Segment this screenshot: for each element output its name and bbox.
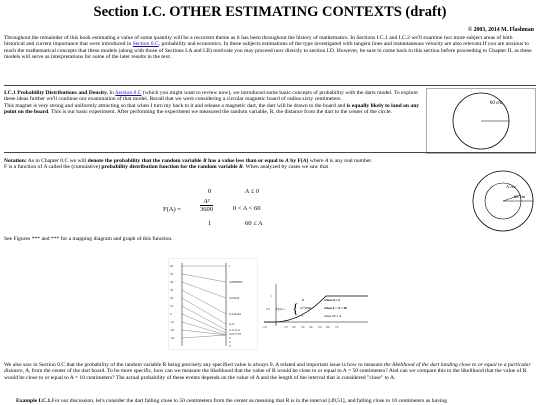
notation-bold: denote the probability that the random variable: [87, 158, 203, 164]
left-tick-2: 40: [170, 280, 174, 284]
graph-c3-cond: when 60 ≤ A: [324, 314, 342, 318]
graph-eq-lhs: F(A) =: [276, 307, 286, 311]
section1-text-2: This magnet is very strong and uniformly attracting so that when I turn my back to it and release a magnetic dart, the dart will be drawn to the board and: [4, 102, 347, 109]
left-tick-8: -20: [170, 328, 175, 332]
notation-bold-b: has a value less than or equal to: [206, 158, 286, 164]
var-r: R: [202, 158, 207, 164]
graph-c2-cond: when 0 < A < 60: [324, 306, 347, 310]
fraction-numerator: A²: [200, 198, 213, 206]
x-tick-2: 20: [292, 325, 296, 329]
notation-label: Notation:: [4, 158, 27, 164]
inner-radius-label: A cm: [506, 184, 516, 189]
function-graph: [262, 280, 370, 332]
page-title: Section I.C. OTHER ESTIMATING CONTEXTS (draft): [93, 4, 447, 20]
var-a-2: A: [302, 158, 307, 164]
right-label-1: 0.8888889: [229, 280, 243, 284]
y-tick-1: 0.5: [266, 307, 271, 311]
notation-line2-bold: probability distribution function for the random variable: [101, 164, 240, 171]
piecewise-case3-cond: 60 ≤ A: [245, 220, 263, 227]
graph-c1-cond: when A ≤ 0: [324, 298, 340, 302]
section1-heading: I.C.1 Probability Distributions and Density.: [4, 90, 108, 96]
var-a: A: [285, 158, 289, 164]
var-r-2: R: [239, 164, 243, 171]
intro-text-1: Throughout the remainder of this book estimating a value of some quantity will be a recurrent theme as it has been throughout the history of mathematics. In Sections I.C.1 and I.C.2 we'll examine two more subject areas of both historical and current importance that were introduced in: [4, 35, 513, 48]
after-italic: the likelihood of the dart landing close to or equal to a particular distance, A,: [4, 362, 531, 375]
notation-bold-c: by F(: [288, 158, 303, 164]
piecewise-lhs: F(A) =: [163, 206, 181, 213]
notation-line2c: . When analyzed by cases we saw that: [242, 164, 329, 171]
graph-c2-value: A²/3600: [300, 306, 312, 310]
svg-text:{: {: [292, 302, 299, 317]
notation-text: As in Chapter 0.C we will: [26, 158, 88, 164]
after-text-2: from the center of the dart board. To be more specific, how can we measure the likelihood that the value of R would be close to or equal to A = 50 centimeters? And can we compare this to the likelihood that the value of R would be close to or equal to A = 10 centimeters? The actual probability of these events depends on the value of A and the length of the interval that is considered "close" to A.: [4, 368, 527, 381]
example-label: Example I.C.1.: [16, 398, 52, 404]
notation-text-2: where: [308, 158, 325, 164]
dartboard-figure-2: [470, 168, 536, 234]
intro-paragraph: [4, 35, 534, 61]
piecewise-case3-value: 1: [208, 220, 212, 227]
section-0c-link[interactable]: Section 0.C: [132, 41, 159, 48]
left-tick-4: 20: [170, 296, 174, 300]
fraction-denominator: 3600: [200, 206, 213, 213]
outer-radius-label: 60 cm: [514, 194, 526, 199]
right-label-8: 0: [229, 340, 231, 344]
copyright: © 2003, 2014 M. Flashman: [467, 27, 534, 33]
notation-line2b: called the (cumulative): [47, 164, 102, 171]
x-tick-4: 40: [309, 325, 313, 329]
example-text: For our discussion, let's consider the dart falling close to 50 centimeters from the center as meaning that R is in the interval [49,51], and falling close to 10 centimeters as having: [51, 398, 448, 404]
right-label-6: 0.027778: [229, 332, 241, 336]
left-tick-3: 30: [170, 288, 174, 292]
left-tick-9: -30: [170, 336, 175, 340]
radius-label: 60 cm: [489, 101, 503, 106]
mapping-diagram: [168, 258, 258, 350]
see-figures-text: See Figures *** and *** for a mapping diagram and graph of this function.: [4, 236, 173, 242]
notation-line2a: F is a function of: [4, 164, 44, 171]
section1-text-1: (which you might want to review now), we introduced some basic concepts of probability with the darts model. To explore these ideas further we'll continue our examination of that model. Recall that we were considering a circular magnetic board of radius sixty centimeters.: [4, 90, 418, 103]
after-text-1: We also saw in Section 0.C that the probability of the random variable R being precisely any specified value is always 0. A related and important issue is how to measure: [4, 362, 384, 368]
notation-bold-d: ): [306, 158, 309, 164]
piecewise-equation: [163, 186, 303, 234]
x-tick-7: 70: [335, 325, 339, 329]
section1-text-3: . This is our basic experiment. After performing the experiment we measured the random variable, R, the distance from the dart to the center of the circle.: [48, 109, 392, 116]
right-label-9: 0: [229, 344, 231, 348]
section1-text: In: [107, 90, 116, 96]
example-paragraph: [16, 398, 540, 404]
right-label-2: 0.69444: [229, 296, 240, 300]
intro-text-2: , probability and economics. In these subjects estimations of the type investigated with tangent lines and instantaneous velocity are also relevant.If you are anxious to reach the mathematical concepts that these models (along with those of Sections I.A and I.B) motivate you may proceed now directly to section I.D. However, be sure to come back to this section before proceeding to Chapter II, as these models will serve as interpretations for some of the later results in the text.: [4, 41, 532, 61]
section1-paragraph: [4, 90, 422, 116]
left-tick-6: 0: [170, 312, 172, 316]
section-0c-link-2[interactable]: Section 0.C: [115, 90, 142, 96]
notation-text-3: is any real number.: [328, 158, 373, 164]
left-tick-7: -10: [170, 320, 175, 324]
notation-paragraph: [4, 158, 426, 171]
right-label-7: 0: [229, 336, 231, 340]
x-tick-1: 10: [284, 325, 288, 329]
graph-c3-value: 1: [302, 314, 304, 318]
right-label-3: 0.444444: [229, 312, 241, 316]
piecewise-case2-cond: 0 < A < 60: [233, 205, 261, 212]
left-tick-1: 50: [170, 272, 174, 276]
right-label-4: 0.25: [229, 322, 235, 326]
left-tick-5: 10: [170, 304, 174, 308]
x-tick-5: 50: [318, 325, 322, 329]
x-tick-6: 60: [326, 325, 330, 329]
divider-mid: [4, 152, 536, 153]
piecewise-case1-value: 0: [208, 188, 212, 195]
dartboard-figure-1: [426, 88, 536, 154]
piecewise-case1-cond: A ≤ 0: [245, 188, 259, 195]
right-label-5: 0.111111: [229, 328, 241, 332]
divider-top: [4, 85, 536, 86]
x-tick-3: 30: [301, 325, 305, 329]
y-tick-0: 1: [271, 294, 273, 298]
var-a-3: A: [324, 158, 329, 164]
section1-bold: is equally likely to land on any point on the board: [4, 102, 420, 116]
graph-c1-value: 0: [302, 298, 304, 302]
piecewise-case2-fraction: [200, 198, 213, 213]
right-label-0: 1: [229, 264, 231, 268]
var-a-4: A: [43, 164, 48, 171]
graph-equation: [276, 298, 347, 318]
after-paragraph: [4, 362, 534, 381]
x-tick-0: -10: [262, 325, 267, 329]
left-tick-0: 60: [170, 264, 174, 268]
